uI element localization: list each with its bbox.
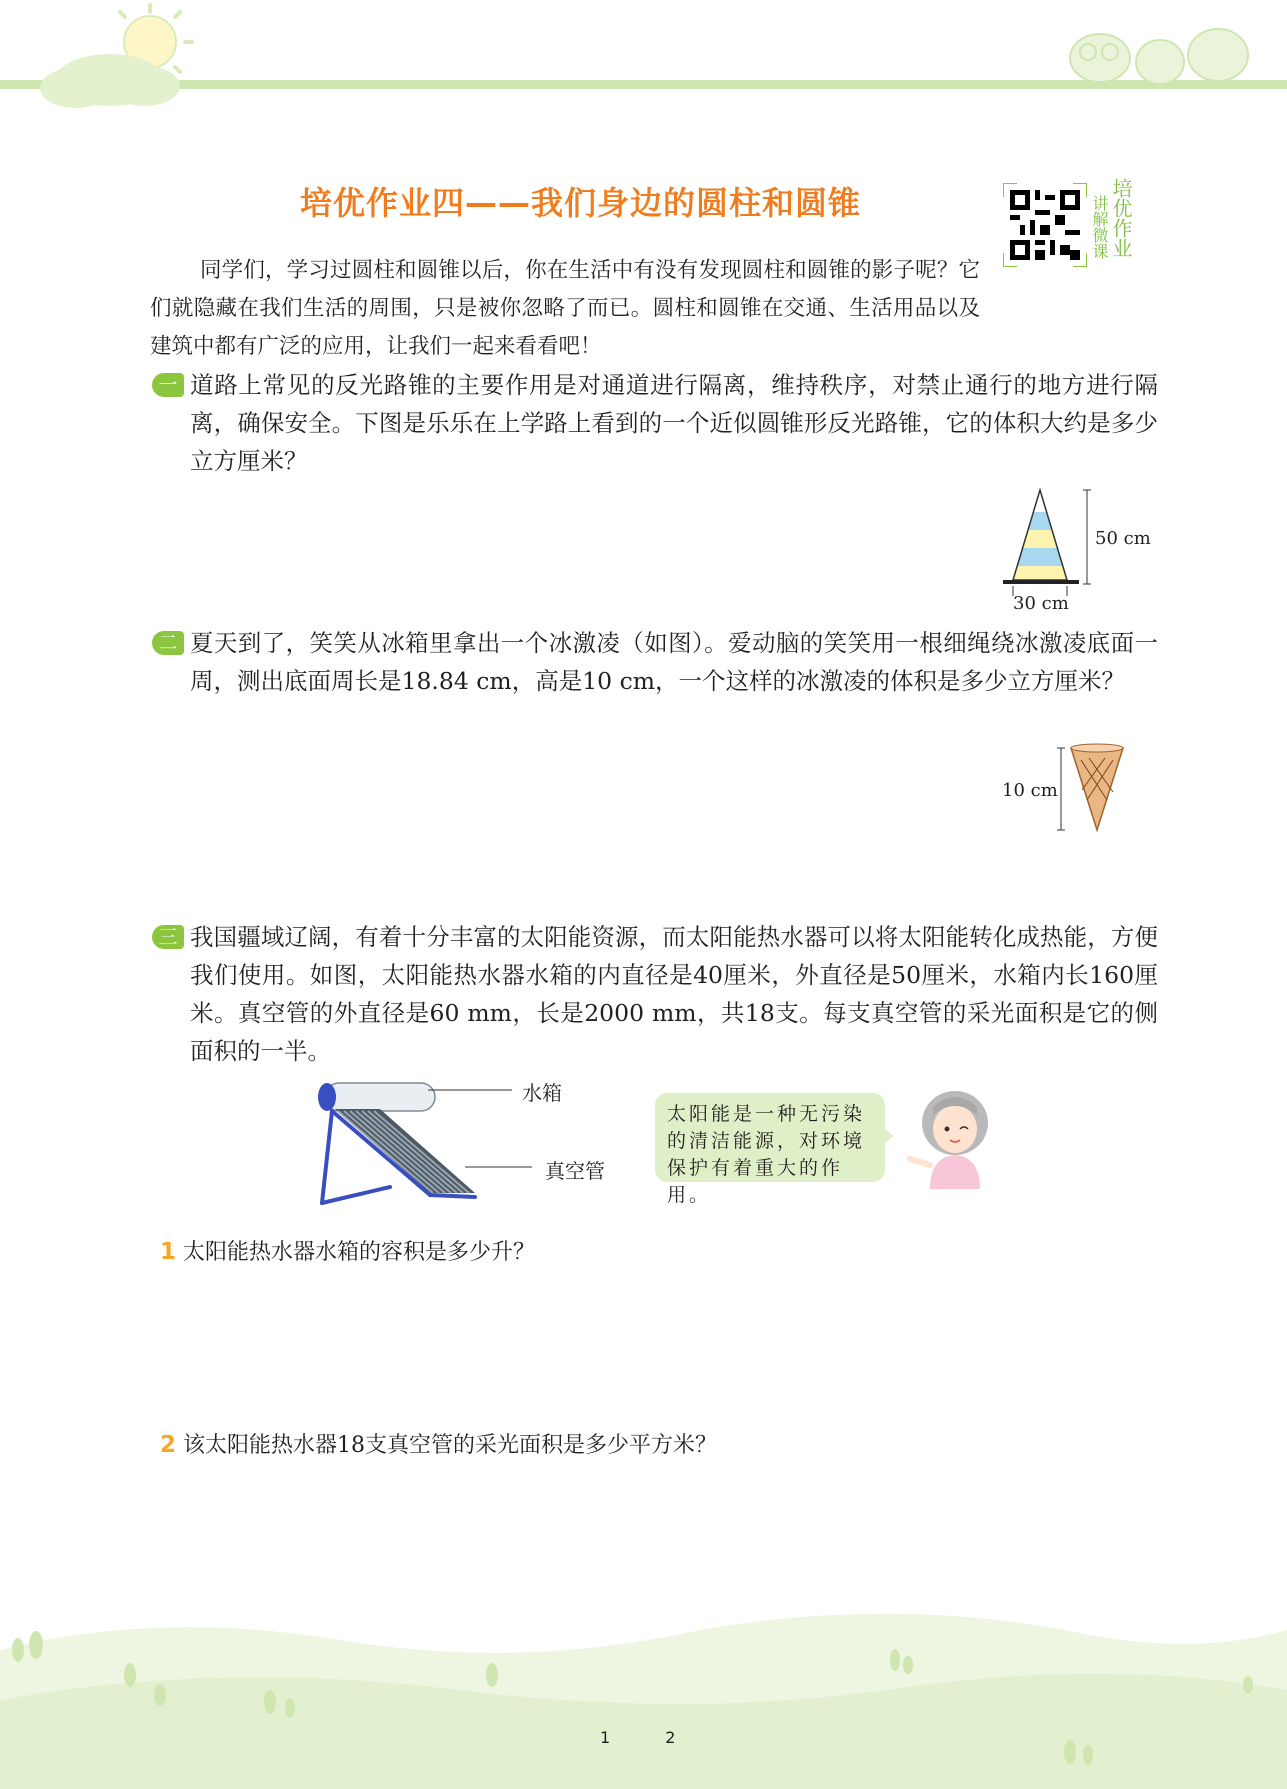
sub-question-2-text: 该太阳能热水器18支真空管的采光面积是多少平方米？ [183, 1433, 718, 1458]
speech-bubble-tail [880, 1126, 894, 1146]
animal-faces-icon [1070, 29, 1248, 84]
page-numbers: 1 2 [600, 1728, 676, 1747]
qr-code-icon[interactable] [1010, 190, 1080, 260]
header-decoration [0, 0, 1287, 120]
tube-label: 真空管 [545, 1159, 605, 1183]
intro-paragraph: 同学们，学习过圆柱和圆锥以后，你在生活中有没有发现圆柱和圆锥的影子呢？它们就隐藏在我们生活的周围，只是被你忽略了而已。圆柱和圆锥在交通、生活用品以及建筑中都有广泛的应用，让我们一起来看看吧！ [150, 258, 980, 359]
page-title: 培优作业四——我们身边的圆柱和圆锥 [300, 184, 862, 222]
sub-question-1-text: 太阳能热水器水箱的容积是多少升？ [183, 1240, 536, 1265]
question-1-text: 道路上常见的反光路锥的主要作用是对通道进行隔离，维持秩序，对禁止通行的地方进行隔离，确保安全。下图是乐乐在上学路上看到的一个近似圆锥形反光路锥，它的体积大约是多少立方厘米？ [190, 371, 1158, 475]
footer-landscape [0, 1590, 1287, 1789]
question-1-number: 一 [152, 373, 184, 397]
sub-question-2 [160, 1430, 717, 1461]
sub-question-2-number: 2 [160, 1432, 177, 1458]
question-2-number: 二 [152, 631, 184, 655]
cone-height-label: 50 cm [1095, 528, 1151, 549]
speech-bubble: 太阳能是一种无污染的清洁能源，对环境保护有着重大的作用。 [655, 1093, 885, 1182]
sub-question-1 [160, 1237, 535, 1268]
girl-avatar [900, 1085, 1000, 1190]
question-2-text: 夏天到了，笑笑从冰箱里拿出一个冰激凌（如图）。爱动脑的笑笑用一根细绳绕冰激凌底面一周，测出底面周长是18.84 cm，高是10 cm，一个这样的冰激凌的体积是多少立方厘米？ [190, 629, 1158, 695]
sub-question-1-number: 1 [160, 1239, 177, 1265]
cone-base-label: 30 cm [1013, 593, 1069, 614]
ice-cream-height-label: 10 cm [1002, 780, 1058, 801]
question-3-number: 三 [152, 925, 184, 949]
question-3-text: 我国疆域辽阔，有着十分丰富的太阳能资源，而太阳能热水器可以将太阳能转化成热能，方便我们使用。如图，太阳能热水器水箱的内直径是40厘米，外直径是50厘米，水箱内长160厘米。真空管的外直径是60 mm，长是2000 mm，共18支。每支真空管的采光面积是它的侧面积的一半。 [190, 923, 1158, 1065]
side-label-large: 培优作业 [1109, 178, 1133, 258]
tank-label: 水箱 [522, 1081, 562, 1105]
side-label-small: 讲解微课 [1090, 195, 1109, 259]
ice-cream-cone-figure [1055, 740, 1130, 835]
